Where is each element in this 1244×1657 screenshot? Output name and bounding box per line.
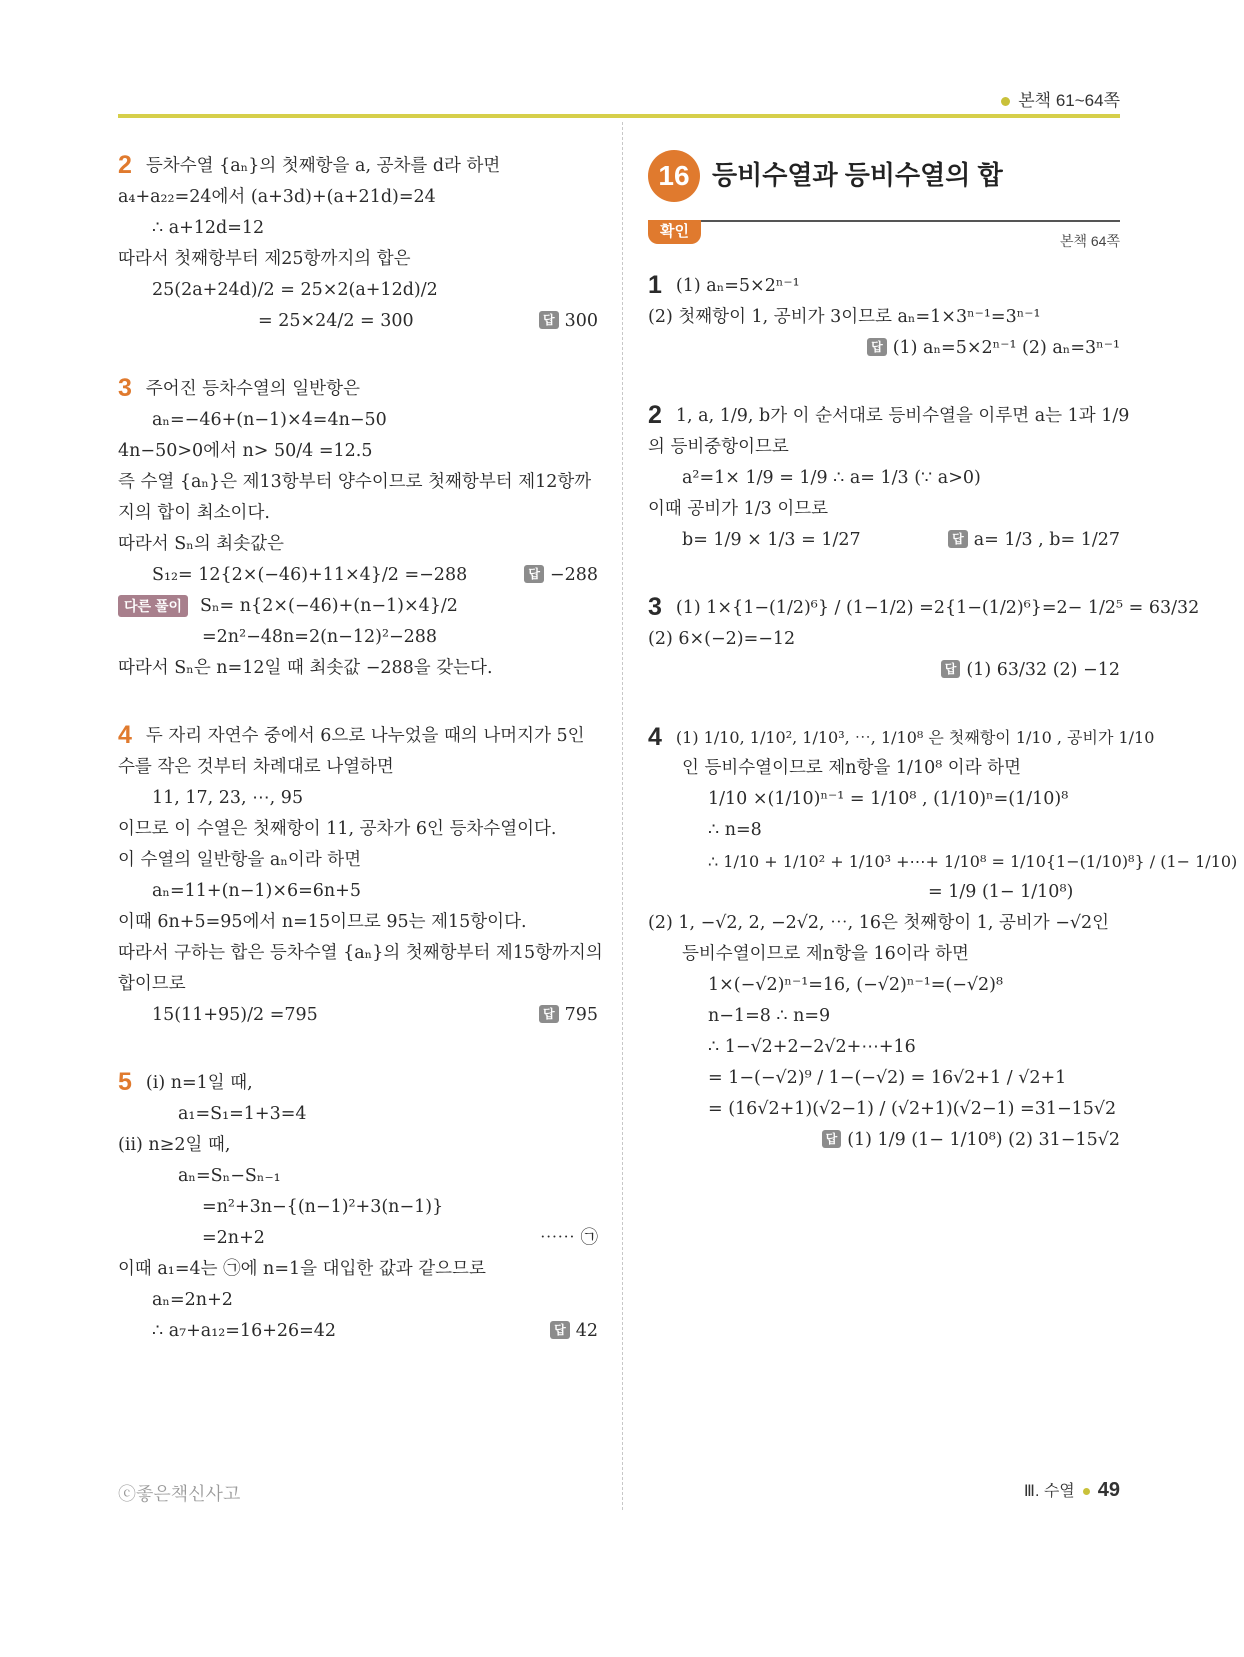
answer: 답 −288 — [524, 560, 598, 591]
confirm-page-ref: 본책 64쪽 — [1059, 233, 1120, 249]
answer: 답 (1) 63/32 (2) −12 — [941, 655, 1120, 686]
answer: 답 a= 1/3 , b= 1/27 — [948, 525, 1120, 556]
equation-marker: ⋯⋯ ㉠ — [539, 1228, 598, 1248]
confirm-badge: 확인 — [648, 220, 701, 244]
left-column — [118, 150, 603, 1347]
right-column — [648, 150, 1238, 1156]
footer-page-info: Ⅲ. 수열 49 — [1023, 1479, 1120, 1501]
problem-number: 5 — [118, 1068, 132, 1096]
problem-3-right: 3 (1) 1×{1−(1/2)⁶} / (1−1/2) =2{1−(1/2)⁶}=2− 1/2⁵ = 63/32 (2) 6×(−2)=−12 답 (1) 63/32 (2) −12 — [648, 592, 1120, 686]
section-title: 등비수열과 등비수열의 합 — [712, 160, 1003, 190]
problem-3: 3 주어진 등차수열의 일반항은 aₙ=−46+(n−1)×4=4n−50 4n−50>0에서 n> 50/4 =12.5 즉 수열 {aₙ}은 제13항부터 양수이므로 첫째항부터 제12항까 지의 합이 최소이다. 따라서 Sₙ의 최솟값은 S₁₂= 12{2×(−46)+11×4}/2 =−288 답 −288 다른 풀이 Sₙ= n{2×(−46)+(n−1)×4}/2 =2n²−48n=2(n−12)²−288 따라서 Sₙ은 n=12일 때 최솟값 −288을 갖는다. — [118, 374, 598, 678]
bullet-dot-icon — [1083, 1488, 1090, 1495]
problem-2-right: 2 1, a, 1/9, b가 이 순서대로 등비수열을 이루면 a는 1과 1/9 의 등비중항이므로 a²=1× 1/9 = 1/9 ∴ a= 1/3 (∵ a>0) 이때 공비가 1/3 이므로 b= 1/9 × 1/3 = 1/27 답 a= 1/3 , b= 1/27 — [648, 400, 1120, 556]
alt-solution-badge: 다른 풀이 — [118, 595, 188, 617]
problem-5: 5 (ⅰ) n=1일 때, a₁=S₁=1+3=4 (ⅱ) n≥2일 때, aₙ=Sₙ−Sₙ₋₁ =n²+3n−{(n−1)²+3(n−1)} =2n+2 ⋯⋯ ㉠ 이때 a₁=4는 ㉠에 n=1을 대입한 값과 같으므로 aₙ=2n+2 ∴ a₇+a₁₂=16+26=42 답 42 — [118, 1067, 598, 1347]
problem-4: 4 두 자리 자연수 중에서 6으로 나누었을 때의 나머지가 5인 수를 작은 것부터 차례대로 나열하면 11, 17, 23, ⋯, 95 이므로 이 수열은 첫째항이 11, 공차가 6인 등차수열이다. 이 수열의 일반항을 aₙ이라 하면 aₙ=11+(n−1)×6=6n+5 이때 6n+5=95에서 n=15이므로 95는 제15항이다. 따라서 구하는 합은 등차수열 {aₙ}의 첫째항부터 제15항까지의 합이므로 15(11+95)/2 =795 답 795 — [118, 720, 598, 1031]
problem-number: 2 — [118, 151, 132, 179]
bullet-dot-icon — [1001, 97, 1010, 106]
problem-4-right: 4 (1) 1/10, 1/10², 1/10³, ⋯, 1/10⁸ 은 첫째항이 1/10 , 공비가 1/10 인 등비수열이므로 제n항을 1/10⁸ 이라 하면 1/10 ×(1/10)ⁿ⁻¹ = 1/10⁸ , (1/10)ⁿ=(1/10)⁸ ∴ n=8 ∴ 1/10 + 1/10² + 1/10³ +⋯+ 1/10⁸ = 1/10{1−(1/10)⁸} / (1− 1/10) = 1/9 (1− 1/10⁸) (2) 1, −√2, 2, −2√2, ⋯, 16은 첫째항이 1, 공비가 −√2인 등비수열이므로 제n항을 16이라 하면 1×(−√2)ⁿ⁻¹=16, (−√2)ⁿ⁻¹=(−√2)⁸ n−1=8 ∴ n=9 ∴ 1−√2+2−2√2+⋯+16 = 1−(−√2)⁹ / 1−(−√2) = 16√2+1 / √2+1 = (16√2+1)(√2−1) / (√2+1)(√2−1) =31−15√2 답 (1) 1/9 (1− 1/10⁸) (2) 31−15√2 — [648, 722, 1120, 1156]
page-number: 49 — [1097, 1479, 1120, 1501]
problem-number: 4 — [118, 721, 132, 749]
header-page-ref: 본책 61~64쪽 — [1001, 86, 1120, 111]
footer-copyright: ⓒ좋은책신사고 — [118, 1484, 241, 1504]
problem-1: 1 (1) aₙ=5×2ⁿ⁻¹ (2) 첫째항이 1, 공비가 3이므로 aₙ=1×3ⁿ⁻¹=3ⁿ⁻¹ 답 (1) aₙ=5×2ⁿ⁻¹ (2) aₙ=3ⁿ⁻¹ — [648, 270, 1120, 364]
answer: 답 42 — [550, 1316, 598, 1347]
section-header — [648, 150, 1120, 206]
problem-number: 3 — [648, 593, 662, 621]
problem-number: 4 — [648, 723, 662, 751]
answer: 답 (1) 1/9 (1− 1/10⁸) (2) 31−15√2 — [822, 1125, 1120, 1156]
problem-number: 2 — [648, 401, 662, 429]
column-divider — [622, 122, 623, 1510]
confirm-bar — [648, 220, 1120, 252]
problem-2: 2 등차수열 {aₙ}의 첫째항을 a, 공차를 d라 하면 a₄+a₂₂=24에서 (a+3d)+(a+21d)=24 ∴ a+12d=12 따라서 첫째항부터 제25항까지의 합은 25(2a+24d)/2 = 25×2(a+12d)/2 = 25×24/2 = 300 답 300 — [118, 150, 598, 337]
answer: 답 300 — [539, 306, 598, 337]
problem-number: 3 — [118, 374, 132, 402]
problem-number: 1 — [648, 271, 662, 299]
header-rule — [118, 114, 1120, 118]
answer: 답 (1) aₙ=5×2ⁿ⁻¹ (2) aₙ=3ⁿ⁻¹ — [867, 333, 1120, 364]
section-number: 16 — [648, 150, 700, 202]
answer: 답 795 — [539, 1000, 598, 1031]
